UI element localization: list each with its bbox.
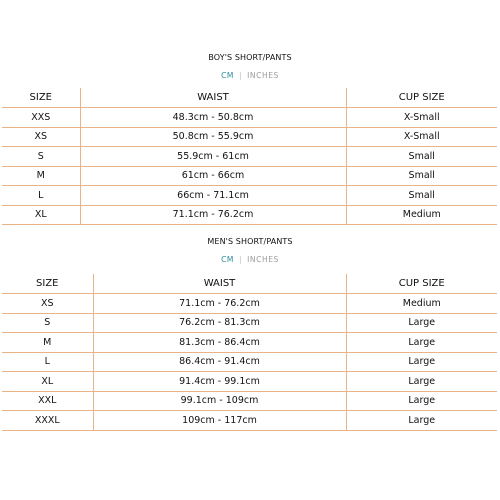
mens-unit-inches[interactable]: INCHES [247,255,279,264]
size-cell: XL [2,372,93,392]
mens-header-waist: WAIST [93,274,346,294]
size-cell: M [2,333,93,353]
waist-cell: 86.4cm - 91.4cm [93,352,346,372]
waist-cell: 61cm - 66cm [80,166,346,186]
boys-unit-separator: | [238,71,243,80]
size-cell: L [2,186,80,206]
table-row [2,186,497,206]
size-cell: XXL [2,391,93,411]
mens-unit-cm[interactable]: CM [221,255,234,264]
waist-cell: 109cm - 117cm [93,411,346,431]
boys-size-table [2,88,497,225]
mens-unit-toggle [0,254,500,266]
boys-size-section [0,52,500,221]
table-row [2,108,497,128]
cup-size-cell: Large [346,411,497,431]
size-cell: XL [2,205,80,225]
boys-table-header-row [2,88,497,108]
size-cell: XS [2,127,80,147]
size-cell: M [2,166,80,186]
size-cell: S [2,313,93,333]
cup-size-cell: Large [346,372,497,392]
waist-cell: 81.3cm - 86.4cm [93,333,346,353]
boys-unit-inches[interactable]: INCHES [247,71,279,80]
waist-cell: 48.3cm - 50.8cm [80,108,346,128]
size-cell: XXS [2,108,80,128]
cup-size-cell: X-Small [346,127,497,147]
waist-cell: 50.8cm - 55.9cm [80,127,346,147]
table-row [2,411,497,431]
waist-cell: 91.4cm - 99.1cm [93,372,346,392]
mens-size-table [2,274,497,431]
size-cell: L [2,352,93,372]
boys-unit-toggle [0,70,500,82]
boys-header-size: SIZE [2,88,80,108]
table-row [2,294,497,314]
mens-header-cup-size: CUP SIZE [346,274,497,294]
size-cell: XXXL [2,411,93,431]
cup-size-cell: Large [346,391,497,411]
cup-size-cell: Medium [346,294,497,314]
boys-header-cup-size: CUP SIZE [346,88,497,108]
boys-section-title: BOY'S SHORT/PANTS [208,53,292,62]
table-row [2,391,497,411]
waist-cell: 71.1cm - 76.2cm [80,205,346,225]
mens-section-title: MEN'S SHORT/PANTS [207,237,293,246]
cup-size-cell: Medium [346,205,497,225]
cup-size-cell: Small [346,186,497,206]
cup-size-cell: X-Small [346,108,497,128]
boys-header-waist: WAIST [80,88,346,108]
table-row [2,372,497,392]
waist-cell: 76.2cm - 81.3cm [93,313,346,333]
waist-cell: 71.1cm - 76.2cm [93,294,346,314]
table-row [2,205,497,225]
cup-size-cell: Large [346,352,497,372]
waist-cell: 99.1cm - 109cm [93,391,346,411]
table-row [2,352,497,372]
cup-size-cell: Large [346,333,497,353]
cup-size-cell: Large [346,313,497,333]
size-cell: XS [2,294,93,314]
table-row [2,147,497,167]
size-cell: S [2,147,80,167]
mens-header-size: SIZE [2,274,93,294]
table-row [2,127,497,147]
table-row [2,313,497,333]
cup-size-cell: Small [346,166,497,186]
cup-size-cell: Small [346,147,497,167]
mens-unit-separator: | [238,255,243,264]
mens-size-section [0,236,500,426]
table-row [2,166,497,186]
mens-table-header-row [2,274,497,294]
waist-cell: 66cm - 71.1cm [80,186,346,206]
table-row [2,333,497,353]
waist-cell: 55.9cm - 61cm [80,147,346,167]
boys-unit-cm[interactable]: CM [221,71,234,80]
